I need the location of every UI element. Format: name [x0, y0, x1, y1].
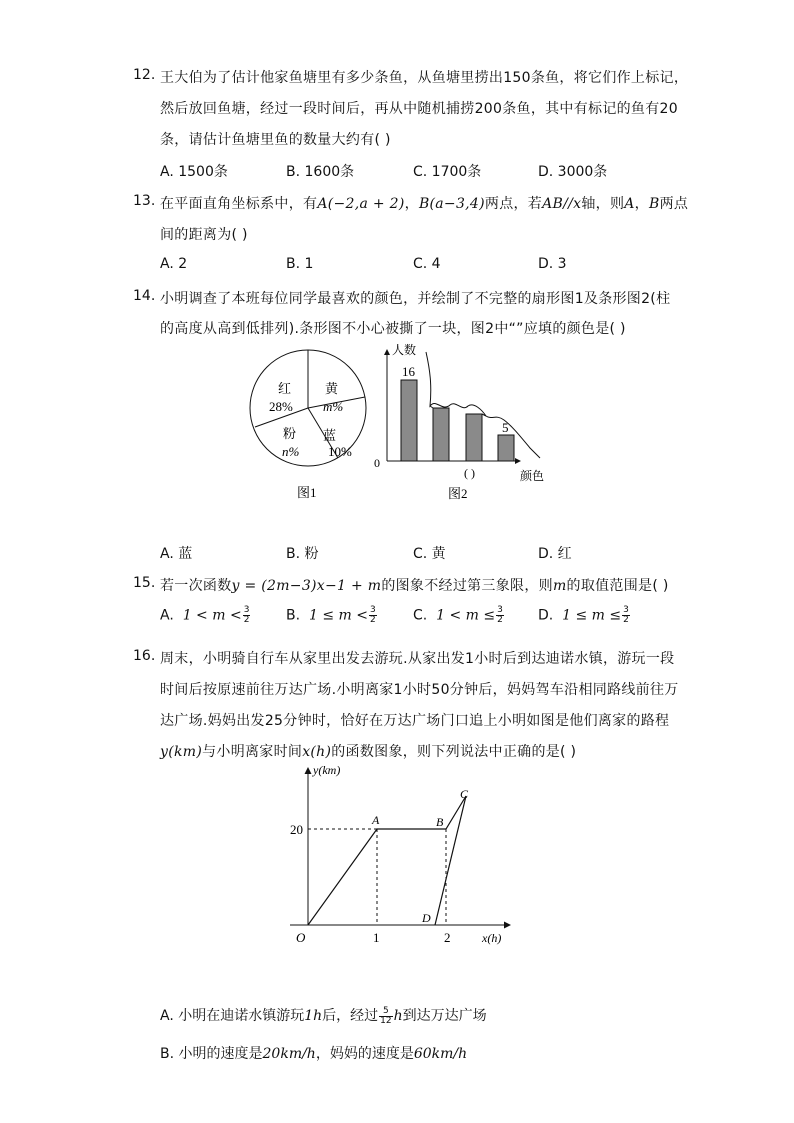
q15-option-b-letter: B.: [286, 607, 301, 624]
q14-option-d: D. 红: [538, 546, 572, 562]
q16-option-b-v2: 60km/h: [413, 1046, 468, 1062]
pie-caption: 图1: [297, 485, 317, 500]
q13-number: 13.: [133, 193, 156, 209]
bar-x-label: 颜色: [520, 469, 545, 483]
pie-value-blue: 10%: [328, 444, 352, 459]
bar-y-label: 人数: [392, 343, 417, 357]
q13-option-b: B. 1: [286, 256, 314, 272]
q13-text-axis: 轴，则: [581, 196, 625, 212]
q15-text-pre: 若一次函数: [160, 578, 232, 594]
bar-4-value: 5: [502, 420, 509, 435]
q16-option-a-mid: 后，经过: [322, 1008, 379, 1024]
bar-origin: 0: [374, 456, 380, 470]
pie-value-red: 28%: [269, 399, 293, 414]
q13-comma2: ，: [634, 196, 649, 212]
q15-option-d-letter: D.: [538, 607, 554, 624]
pie-chart-figure-1: [245, 345, 380, 510]
q15-option-b-ineq: 1 ≤ m <: [308, 607, 368, 624]
q13-text-mid: 两点，若: [484, 196, 543, 212]
graph-x-tick-2: 2: [444, 930, 451, 945]
bar-1-value: 16: [402, 364, 415, 379]
q16-line-2: 时间后按原速前往万达广场.小明离家1小时50分钟后，妈妈驾车沿相同路线前往万: [160, 682, 679, 698]
q14-option-c: C. 黄: [413, 546, 446, 562]
q16-option-a-h: h: [393, 1008, 403, 1024]
q15-option-d-ineq: 1 ≤ m ≤: [562, 607, 622, 624]
q16-y-var: y(km): [160, 744, 203, 760]
q13-option-c: C. 4: [413, 256, 441, 272]
bar-1: [401, 380, 417, 461]
q13-option-d: D. 3: [538, 256, 567, 272]
bar-chart-figure-2: [370, 340, 550, 510]
q16-option-b-v1: 20km/h: [262, 1046, 316, 1062]
frac-num: 3: [497, 605, 503, 615]
q13-ab-parallel: AB//x: [542, 196, 582, 212]
q15-line-1: [160, 575, 669, 595]
q15-text-mid: 的图象不经过第三象限，则: [381, 578, 553, 594]
q13-point-a: A(−2,a + 2): [317, 196, 405, 212]
graph-y-label: y(km): [313, 763, 341, 777]
q13-comma: ，: [404, 196, 419, 212]
graph-point-d: D: [422, 911, 431, 925]
pie-label-blue: 蓝: [323, 428, 337, 443]
q16-line-4: [160, 741, 576, 761]
q16-option-a-fraction: [379, 1007, 392, 1026]
q15-option-c-ineq: 1 < m ≤: [436, 607, 496, 624]
q15-option-a: [160, 606, 251, 625]
q16-x-var: x(h): [302, 744, 332, 760]
bar-3: [466, 414, 482, 461]
q15-option-c: [413, 606, 505, 625]
frac-num: 5: [379, 1007, 392, 1017]
q16-text-post: 的函数图象，则下列说法中正确的是( ): [331, 744, 577, 760]
q14-option-a: A. 蓝: [160, 546, 193, 562]
q16-line-3: 达广场.妈妈出发25分钟时，恰好在万达广场门口追上小明如图是他们离家的路程: [160, 713, 670, 729]
q15-option-b-fraction: [369, 606, 377, 625]
q15-number: 15.: [133, 575, 156, 591]
pie-label-yellow: 黄: [325, 381, 339, 396]
distance-time-graph: [280, 760, 520, 950]
q13-line-2: 间的距离为( ): [160, 227, 248, 243]
pie-value-yellow: m%: [323, 399, 344, 414]
q16-text-mid: 与小明离家时间: [202, 744, 303, 760]
q13-point-b: B(a−3,4): [418, 196, 485, 212]
frac-den: 2: [243, 615, 250, 625]
q15-function: y = (2m−3)x−1 + m: [231, 578, 382, 594]
q16-option-a: [160, 1005, 487, 1026]
q12-line-2: 然后放回鱼塘，经过一段时间后，再从中随机捕捞200条鱼，其中有标记的鱼有20: [160, 101, 678, 117]
q14-option-b: B. 粉: [286, 546, 319, 562]
q13-text-post: 两点: [659, 196, 689, 212]
q15-option-d-fraction: [622, 606, 630, 625]
q16-option-a-1h: 1h: [304, 1008, 323, 1024]
frac-den: 2: [369, 615, 376, 625]
q13-line-1: [160, 193, 688, 213]
pie-label-pink: 粉: [283, 426, 297, 441]
q15-option-c-fraction: [496, 606, 504, 625]
q14-number: 14.: [133, 288, 156, 304]
q13-b: B: [648, 196, 660, 212]
q12-number: 12.: [133, 67, 156, 83]
pie-label-red: 红: [278, 381, 292, 396]
q15-text-post: 的取值范围是( ): [566, 578, 669, 594]
q16-option-a-pre: A. 小明在迪诺水镇游玩: [160, 1008, 305, 1024]
frac-den: 2: [497, 615, 503, 625]
q14-line-1: 小明调查了本班每位同学最喜欢的颜色，并绘制了不完整的扇形图1及条形图2(柱: [160, 291, 671, 307]
q15-option-c-letter: C.: [413, 607, 428, 624]
bar-2: [433, 408, 449, 461]
graph-origin: O: [296, 930, 306, 945]
q12-option-c: C. 1700条: [413, 164, 482, 180]
bar-blank-label: ( ): [464, 466, 475, 480]
pie-value-pink: n%: [282, 444, 300, 459]
q12-option-d: D. 3000条: [538, 164, 608, 180]
q16-option-a-post: 到达万达广场: [402, 1008, 487, 1024]
frac-num: 3: [369, 605, 376, 615]
frac-num: 3: [243, 605, 250, 615]
bar-caption: 图2: [448, 486, 468, 501]
q15-option-a-fraction: [243, 606, 251, 625]
frac-den: 2: [623, 615, 629, 625]
bar-4: [498, 435, 514, 461]
graph-point-c: C: [460, 787, 469, 801]
q16-line-1: 周末，小明骑自行车从家里出发去游玩.从家出发1小时后到达迪诺水镇，游玩一段: [160, 651, 675, 667]
graph-x-label: x(h): [482, 931, 502, 945]
graph-point-a: A: [372, 813, 380, 827]
q12-line-3: 条，请估计鱼塘里鱼的数量大约有( ): [160, 132, 391, 148]
graph-y-tick-20: 20: [290, 822, 303, 837]
q14-line-2: 的高度从高到低排列).条形图不小心被撕了一块，图2中“”应填的颜色是( ): [160, 321, 626, 337]
q16-number: 16.: [133, 648, 156, 664]
graph-x-tick-1: 1: [373, 930, 380, 945]
frac-num: 3: [623, 605, 629, 615]
q12-option-a: A. 1500条: [160, 164, 228, 180]
q13-a: A: [624, 196, 635, 212]
q13-option-a: A. 2: [160, 256, 188, 272]
q16-option-b: [160, 1043, 467, 1063]
frac-den: 12: [380, 1015, 392, 1026]
q12-option-b: B. 1600条: [286, 164, 355, 180]
q15-option-d: [538, 606, 631, 625]
q15-option-a-ineq: 1 < m <: [182, 607, 242, 624]
q15-option-a-letter: A.: [160, 607, 174, 624]
q12-line-1: 王大伯为了估计他家鱼塘里有多少条鱼，从鱼塘里捞出150条鱼，将它们作上标记，: [160, 70, 689, 86]
q13-text-pre: 在平面直角坐标系中，有: [160, 196, 318, 212]
q15-m: m: [552, 578, 567, 594]
q16-option-b-pre: B. 小明的速度是: [160, 1046, 263, 1062]
q16-option-b-mid: ，妈妈的速度是: [315, 1046, 414, 1062]
q15-option-b: [286, 606, 378, 625]
graph-point-b: B: [436, 815, 444, 829]
